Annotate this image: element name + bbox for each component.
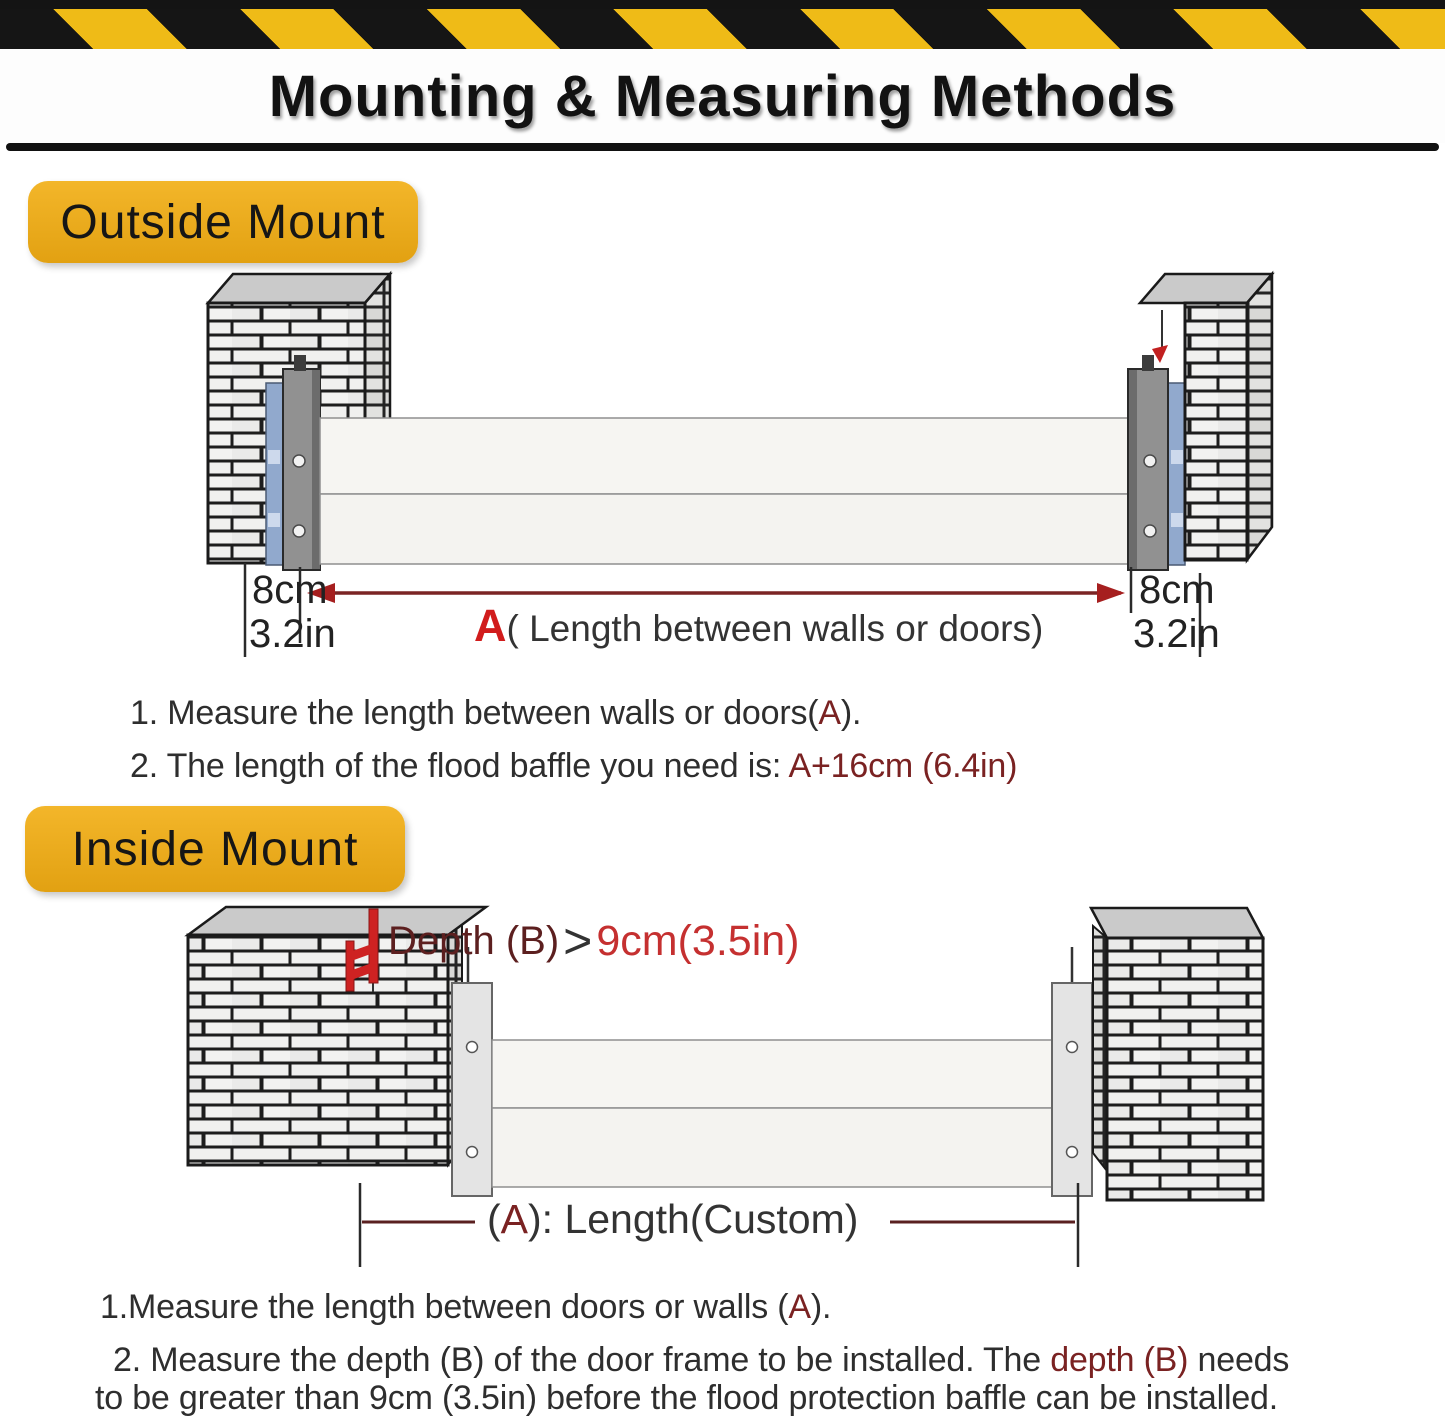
barrier-panel-top bbox=[320, 418, 1128, 494]
rail-bar bbox=[452, 983, 492, 1196]
hazard-stripe-banner bbox=[0, 9, 1445, 49]
length-a-letter: A bbox=[474, 600, 507, 651]
dim-left-in: 3.2in bbox=[249, 612, 336, 656]
depth-bracket-front-bar bbox=[346, 941, 354, 991]
screw-hole bbox=[1067, 1147, 1078, 1158]
length-a-text: ( Length between walls or doors) bbox=[506, 608, 1044, 649]
greater-than-sign: > bbox=[563, 913, 593, 969]
strip-mark bbox=[268, 513, 280, 527]
inside-instruction-2-depth: depth (B) bbox=[1050, 1341, 1189, 1379]
screw-hole bbox=[1144, 455, 1156, 467]
barrier-panel-bottom bbox=[492, 1108, 1052, 1187]
screw-hole bbox=[1144, 525, 1156, 537]
page-title: Mounting & Measuring Methods bbox=[268, 63, 1177, 129]
pillar-side-face bbox=[1247, 274, 1272, 560]
mount-bracket-left bbox=[266, 355, 320, 570]
pillar-top-face bbox=[1091, 908, 1263, 938]
outside-instruction-2-text: 2. The length of the flood baffle you need is: bbox=[130, 747, 789, 785]
inside-instruction-1 bbox=[100, 1288, 831, 1327]
depth-b-value: 9cm(3.5in) bbox=[596, 916, 800, 965]
strip-mark bbox=[268, 450, 280, 464]
inside-mount-badge bbox=[25, 806, 405, 892]
inside-instruction-1-text: 1.Measure the length between doors or walls ( bbox=[100, 1288, 789, 1326]
length-custom-label bbox=[487, 1196, 858, 1243]
outside-instruction-1-text: 1. Measure the length between walls or doors( bbox=[130, 694, 819, 732]
title-underline bbox=[6, 143, 1439, 151]
mount-rail-right bbox=[1052, 947, 1092, 1196]
arrowhead-right bbox=[1097, 583, 1125, 603]
mount-rail-left bbox=[452, 947, 492, 1196]
bracket-edge-shade bbox=[1129, 370, 1137, 569]
inside-instruction-1-end: ). bbox=[810, 1288, 832, 1326]
dim-right-in: 3.2in bbox=[1133, 612, 1220, 656]
barrier-panel-top bbox=[492, 1040, 1052, 1108]
pillar-top-face bbox=[208, 274, 390, 303]
barrier-panel-bottom bbox=[320, 494, 1128, 564]
screw-hole bbox=[467, 1042, 478, 1053]
brick-pillar-right bbox=[1091, 908, 1263, 1200]
dim-right-cm: 8cm bbox=[1139, 568, 1215, 612]
pillar-front-face bbox=[1107, 938, 1263, 1200]
outside-instruction-1-end: ). bbox=[840, 694, 862, 732]
outside-instruction-2 bbox=[130, 747, 1017, 786]
outside-mount-badge bbox=[28, 181, 418, 263]
strip-mark bbox=[1171, 450, 1183, 464]
depth-b-text: Depth (B) bbox=[388, 918, 560, 963]
red-pointer-mark bbox=[1152, 345, 1168, 363]
length-custom-text: ): Length(Custom) bbox=[528, 1196, 859, 1242]
screw-hole bbox=[293, 455, 305, 467]
bracket-top-notch bbox=[1142, 355, 1154, 371]
length-custom-open: ( bbox=[487, 1196, 501, 1242]
inside-instruction-1-a: A bbox=[788, 1288, 811, 1326]
pillar-front-face bbox=[1185, 303, 1247, 560]
bracket-edge-shade bbox=[312, 370, 320, 569]
banner-top-black-strip bbox=[0, 0, 1445, 9]
bracket-top-notch bbox=[294, 355, 306, 371]
mount-bracket-right bbox=[1128, 310, 1185, 570]
inside-mount-badge-label: Inside Mount bbox=[71, 822, 359, 876]
guide-strip-blue bbox=[266, 383, 283, 565]
length-a-label bbox=[474, 600, 1043, 652]
inside-instruction-2-text: 2. Measure the depth (B) of the door frame to be installed. The bbox=[113, 1341, 1051, 1379]
flood-barrier-panels bbox=[492, 1040, 1052, 1187]
inside-instruction-2-line2 bbox=[95, 1379, 1278, 1418]
outside-mount-badge-label: Outside Mount bbox=[60, 195, 386, 249]
pillar-side-face bbox=[1093, 926, 1107, 1171]
depth-b-label bbox=[388, 912, 800, 970]
outside-instruction-1 bbox=[130, 694, 861, 733]
rail-bar bbox=[1052, 983, 1092, 1196]
screw-hole bbox=[1067, 1042, 1078, 1053]
screw-hole bbox=[467, 1147, 478, 1158]
title-band bbox=[0, 49, 1445, 143]
inside-instruction-2-line2-text: to be greater than 9cm (3.5in) before the flood protection baffle can be installed. bbox=[95, 1379, 1278, 1417]
guide-strip-blue bbox=[1168, 383, 1185, 565]
strip-mark bbox=[1171, 513, 1183, 527]
outside-instruction-1-a: A bbox=[818, 694, 841, 732]
flood-barrier-panels bbox=[320, 418, 1128, 564]
pillar-side-face bbox=[365, 274, 390, 440]
dim-left-cm: 8cm bbox=[252, 568, 328, 612]
length-custom-a: A bbox=[500, 1196, 529, 1242]
outside-instruction-2-formula: A+16cm (6.4in) bbox=[788, 747, 1018, 785]
inside-instruction-2-line1 bbox=[113, 1341, 1289, 1380]
inside-instruction-2-end: needs bbox=[1188, 1341, 1290, 1379]
screw-hole bbox=[293, 525, 305, 537]
